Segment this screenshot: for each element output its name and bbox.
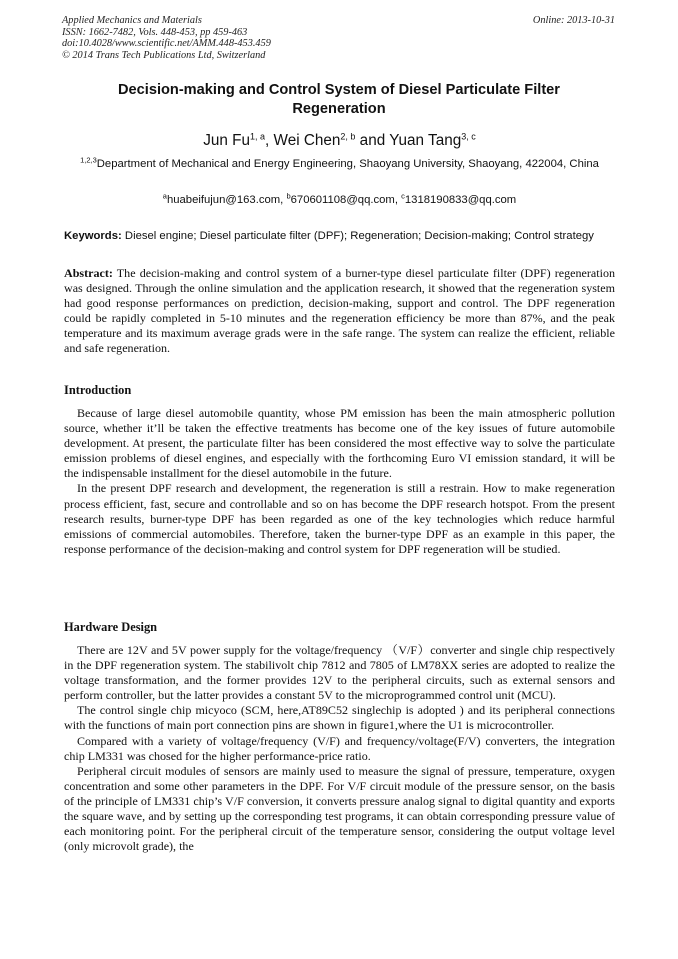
- paragraph: In the present DPF research and development, the regeneration is still a restrain. How to make regeneration process efficient, fast, secure and controllable and so on has become the DPF research hotspot. From the present research results, burner-type DPF has been regarded as one of the key technologies which reduce harmful emissions of commercial automobiles. Therefore, taken the burner-type DPF as an example in this paper, the response performance of the decision-making and control system for DPF regeneration will be studied.: [64, 481, 615, 556]
- journal-name: Applied Mechanics and Materials: [62, 15, 202, 26]
- hardware-body: [64, 643, 615, 854]
- online-date: Online: 2013-10-31: [532, 15, 615, 26]
- introduction-body: [64, 406, 615, 557]
- copyright-line: © 2014 Trans Tech Publications Ltd, Switzerland: [62, 49, 266, 61]
- paper-title: Decision-making and Control System of Diesel Particulate Filter Regeneration: [118, 82, 560, 117]
- author-separator: ,: [265, 132, 274, 149]
- affiliation-mark: 1,2,3: [80, 155, 97, 165]
- email-address[interactable]: huabeifujun@163.com,: [166, 194, 287, 206]
- paragraph: Compared with a variety of voltage/frequency (V/F) and frequency/voltage(F/V) converters, the integration chip LM331 was chosed for the higher performance-price ratio.: [64, 733, 615, 763]
- paragraph: There are 12V and 5V power supply for the voltage/frequency （V/F）converter and single chip respectively in the DPF regeneration system. The stabilivolt chip 7812 and 7805 of LM78XX series are adopted to realize the voltage transformation, and the former provides 12V to the peripheral circuits, such as external sensors and perform controller, but the latter provides a constant 5V to the microprogrammed control unit (MCU).: [64, 643, 615, 703]
- keywords-label: Keywords:: [64, 230, 122, 242]
- abstract-text: The decision-making and control system of a burner-type diesel particulate filter (DPF) regeneration was designed. Through the online simulation and the application research, it showed that the regeneration system had good response performances on prediction, decision-making, support and control. The DPF regeneration could be rapidly completed in 5-10 minutes and the regeneration efficiency be more than 87%, and the peak temperature and its maximum average grads were in the safe range. The system can realize the efficient, reliable and safe regeneration.: [64, 266, 615, 356]
- email-address[interactable]: 670601108@qq.com,: [290, 194, 402, 206]
- author-name: Yuan Tang: [389, 132, 462, 149]
- abstract: [64, 266, 615, 357]
- email-address[interactable]: 1318190833@qq.com: [404, 194, 517, 206]
- author-affil-mark: 3, c: [461, 131, 476, 142]
- email-list: [62, 193, 617, 208]
- doi-line: doi:10.4028/www.scientific.net/AMM.448-453.459: [62, 38, 271, 50]
- email-mark: a: [162, 191, 167, 201]
- abstract-label: Abstract:: [64, 266, 113, 280]
- author-separator: and: [355, 132, 390, 149]
- affiliation-text: Department of Mechanical and Energy Engineering, Shaoyang University, Shaoyang, 422004, China: [96, 158, 599, 170]
- keywords: [64, 229, 615, 243]
- author-affil-mark: 2, b: [340, 131, 356, 142]
- issn-line: ISSN: 1662-7482, Vols. 448-453, pp 459-463: [62, 26, 248, 38]
- author-affil-mark: 1, a: [250, 131, 266, 142]
- keywords-text: Diesel engine; Diesel particulate filter (DPF); Regeneration; Decision-making; Control strategy: [121, 230, 594, 242]
- author-name: Jun Fu: [203, 132, 251, 149]
- author-list: [62, 131, 617, 150]
- email-mark: c: [401, 191, 405, 201]
- paragraph: Because of large diesel automobile quantity, whose PM emission has been the main atmospheric pollution source, whether it’ll be taken the effective treatments has become one of the key issues of future automobile development. At present, the particulate filter has been considered the most effective way to solve the particulate emission problems of diesel engines, and especially with the forthcoming Euro VI emission standard, it will be the indispensable installment for the diesel automobile in the future.: [64, 406, 615, 481]
- email-mark: b: [286, 191, 291, 201]
- paragraph: Peripheral circuit modules of sensors are mainly used to measure the signal of pressure, temperature, oxygen concentration and some other parameters in the DPF. For V/F circuit module of the pressure sensor, on the basis of the principle of LM331 chip’s V/F conversion, it converts pressure analog signal to digital quantity and exports the square wave, and by setting up the corresponding test programs, it can obtain corresponding pressure value of each monitoring point. For the peripheral circuit of the temperature sensor, considering the output voltage level (only microvolt grade), the: [64, 763, 615, 854]
- section-heading-hardware-design: Hardware Design: [64, 620, 158, 634]
- section-heading-introduction: Introduction: [64, 383, 132, 397]
- author-name: Wei Chen: [273, 132, 341, 149]
- paragraph: The control single chip micyoco (SCM, here,AT89C52 singlechip is adopted ) and its peripheral connections with the functions of main port connection pins are shown in figure1,where the U1 is microcontroller.: [64, 703, 615, 733]
- journal-header: [62, 15, 617, 61]
- affiliation: [62, 157, 617, 172]
